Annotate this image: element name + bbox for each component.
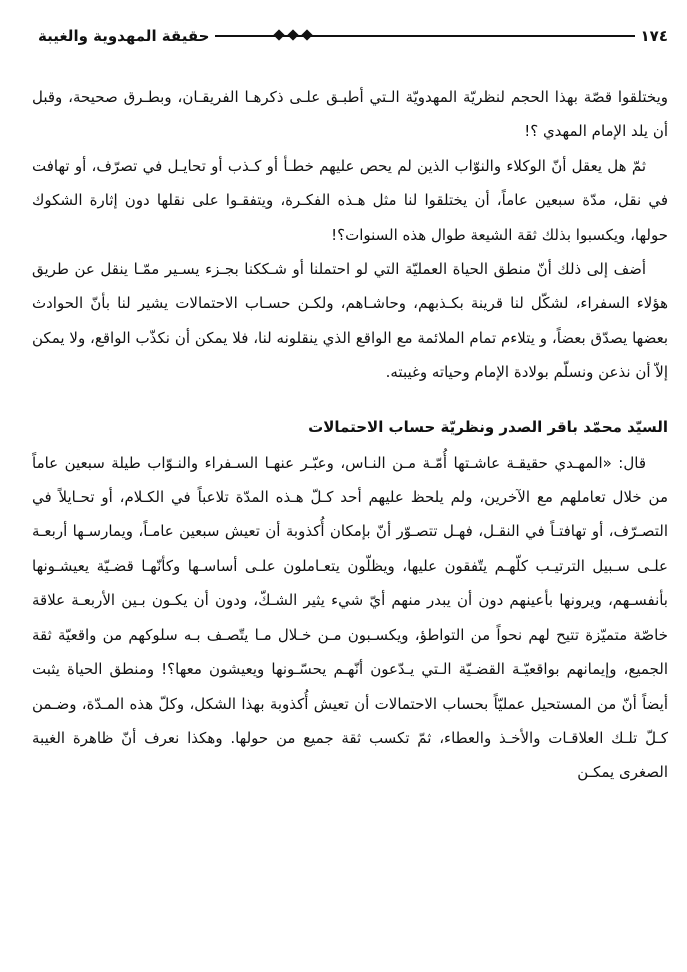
paragraph: أضف إلى ذلك أنّ منطق الحياة العمليّة التي لو احتملنا أو شـككنا بجـزء يسـير ممّـا ينقل عن طريق هؤلاء السفراء، لشكّل لنا قرينة بكـذبهم، وحاشـاهم، ولكـن حسـاب الاحتمالات يشير لنا بأنّ الحوادث بعضها يصدّق بعضاً، و يتلاءم تمام الملائمة مع الواقع الذي ينقلونه لنا، فلا يمكن أن نكذّب الواقع، ولا يمكن إلاّ أن نذعن ونسلّم بولادة الإمام وحياته وغيبته.	[32, 260, 668, 382]
paragraph: ويختلقوا قصّة بهذا الحجم لنظريّة المهدويّة الـتي أطبـق علـى ذكرهـا الفريقـان، وبطـرق صحيحة، وقبل أن يلد الإمام المهدي ؟!	[32, 88, 668, 141]
book-page	[32, 22, 668, 962]
page-number: ١٧٤	[640, 27, 668, 45]
page-header	[32, 22, 668, 50]
page-body	[32, 80, 668, 790]
running-title: حقيقة المهدوية والغيبة	[38, 27, 210, 45]
header-rule	[215, 31, 634, 41]
quote-paragraph: قال: «المهـدي حقيقـة عاشـتها أُمّـة مـن النـاس، وعبّـر عنهـا السـفراء والنـوّاب طيلة سبعين عاماً من خلال تعاملهم مع الآخرين، ولم يلحظ عليهم أحد كـلّ هـذه المدّة تلاعباً في الكـلام، أو تحـايلاً في التصـرّف، أو تهافتـاً في النقـل، فهـل تتصـوّر أنّ بإمكان أُكذوبة أن تعيش سبعين عامـاً، ويمارسـها أربعـة علـى سـبيل الترتيـب كلّهـم يتّفقون عليها، ويظلّون يتعـاملون علـى أساسـها وكأنّهـا قضـيّة يعيشـونها بأنفسـهم، ويرونها بأعينهم دون أن يبدر منهم أيّ شيء يثير الشـكّ، ودون أن يكـون بـين الأربعـة علاقة خاصّة متميّزة تتيح لهم نحواً من التواطؤ، ويكسـبون مـن خـلال مـا يتّصـف بـه سلوكهم من واقعيّة ثقة الجميع، وإيمانهم بواقعيّـة القضـيّة الـتي يـدّعون أنّهـم يحسّـونها ويعيشون معها؟! ومنطق الحياة يثبت أيضاً أنّ من المستحيل عمليّاً بحساب الاحتمالات أن تعيش أُكذوبة بهذا الشكل، وكلّ هذه المـدّة، وضـمن كـلّ تلـك العلاقـات والأخـذ والعطاء، ثمّ تكسب ثقة جميع من حولها. وهكذا نعرف أنّ ظاهرة الغيبة الصغرى يمكـن	[32, 453, 668, 782]
section-heading: السيّد محمّد باقر الصدر ونظريّة حساب الاحتمالات	[308, 417, 668, 436]
ornament-diamond-icon	[288, 29, 299, 40]
paragraph: ثمّ هل يعقل أنّ الوكلاء والنوّاب الذين لم يحص عليهم خطـأ أو كـذب أو تحايـل في تصرّف، أو تهافت في نقل، مدّة سبعين عاماً، أن يختلقوا لنا مثل هـذه الفكـرة، ويتفقـوا على نقلها دون إثارة الشكوك حولها، ويكسبوا بذلك ثقة الشيعة طوال هذه السنوات؟!	[32, 156, 668, 244]
ornament-diamond-icon	[302, 29, 313, 40]
ornament-diamond-icon	[274, 29, 285, 40]
